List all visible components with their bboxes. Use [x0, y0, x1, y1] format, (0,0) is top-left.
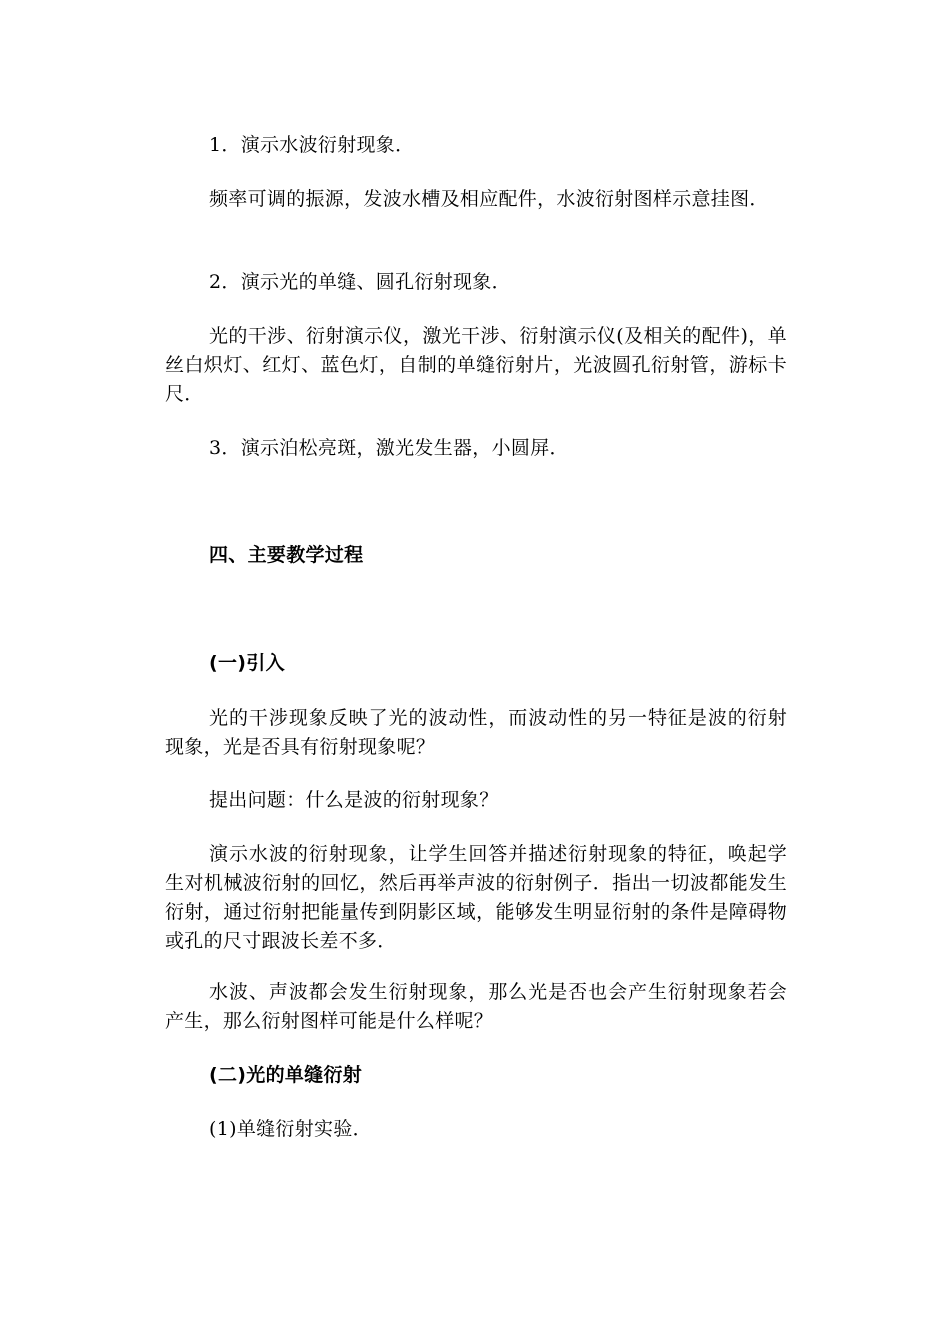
part2-heading: (二)光的单缝衍射: [209, 1064, 363, 1086]
item3-text: 3．演示泊松亮斑，激光发生器，小圆屏．: [209, 437, 569, 459]
part1-heading: (一)引入: [209, 652, 285, 674]
item1-detail-paragraph: 频率可调的振源，发波水槽及相应配件，水波衍射图样示意挂图．: [209, 188, 769, 210]
part1-paragraph-3: 演示水波的衍射现象，让学生回答并描述衍射现象的特征，唤起学生对机械波衍射的回忆，然后再举声波的衍射例子．指出一切波都能发生衍射，通过衍射把能量传到阴影区域，能够发生明显衍射的条件是障碍物或孔的尺寸跟波长差不多．: [165, 843, 787, 952]
item2-text: 2．演示光的单缝、圆孔衍射现象．: [209, 271, 511, 293]
part2-paragraph-1: (1)单缝衍射实验．: [209, 1118, 372, 1140]
part1-paragraph-1: 光的干涉现象反映了光的波动性，而波动性的另一特征是波的衍射现象，光是否具有衍射现象呢？: [165, 707, 787, 758]
part1-paragraph-4: 水波、声波都会发生衍射现象，那么光是否也会产生衍射现象若会产生，那么衍射图样可能是什么样呢？: [165, 981, 787, 1032]
part1-paragraph-2: 提出问题：什么是波的衍射现象？: [209, 789, 499, 811]
item1-text: 1．演示水波衍射现象．: [209, 134, 415, 156]
item2-detail-paragraph: 光的干涉、衍射演示仪，激光干涉、衍射演示仪(及相关的配件)，单丝白炽灯、红灯、蓝色灯，自制的单缝衍射片，光波圆孔衍射管，游标卡尺．: [165, 325, 787, 405]
section4-heading: 四、主要教学过程: [209, 544, 364, 566]
